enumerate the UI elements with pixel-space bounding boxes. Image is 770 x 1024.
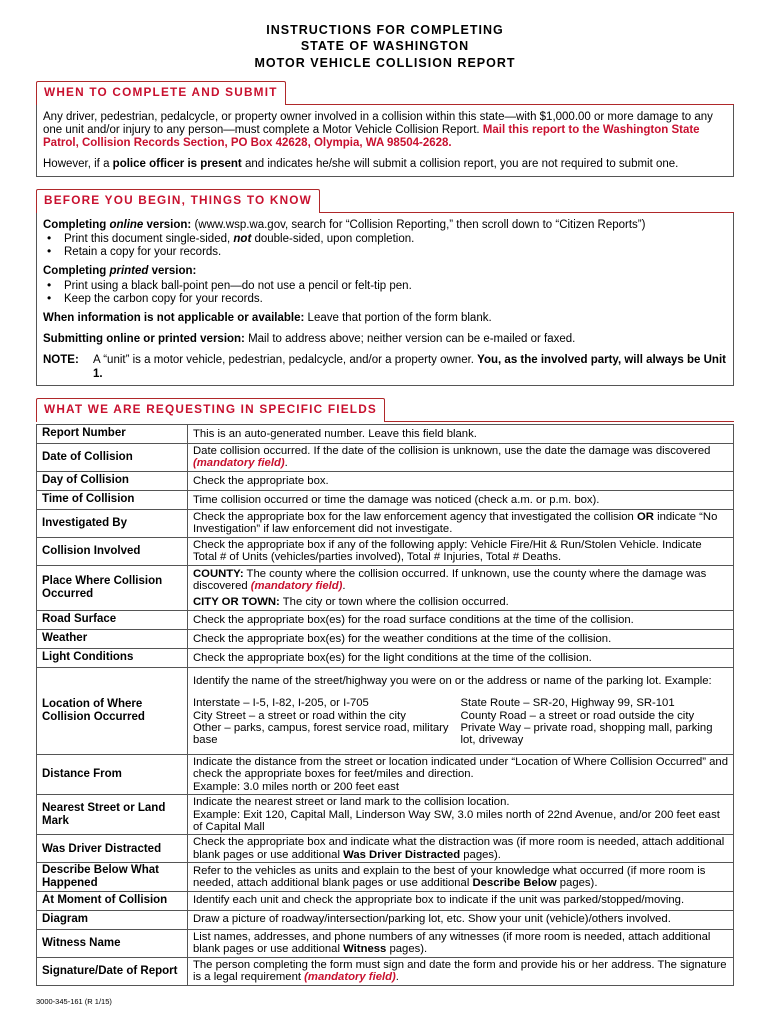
list-item: • Retain a copy for your records. [43,246,727,259]
field-label: Location of Where Collision Occurred [37,667,188,754]
list-item: • Print using a black ball-point pen—do not use a pencil or felt-tip pen. [43,280,727,293]
field-description: Identify each unit and check the appropriate box to indicate if the unit was parked/stopped/moving. [188,891,734,910]
table-row [37,891,734,910]
table-row [37,648,734,667]
field-label: Diagram [37,910,188,929]
field-description: Draw a picture of roadway/intersection/parking lot, etc. Show your unit (vehicle)/others involved. [188,910,734,929]
field-label: Place Where Collision Occurred [37,565,188,610]
table-row [37,424,734,443]
title-line-1: INSTRUCTIONS FOR COMPLETING [266,23,504,37]
table-row [37,537,734,565]
table-row [37,565,734,610]
online-list [43,233,727,259]
list-item: • Print this document single-sided, not double-sided, upon completion. [43,233,727,246]
title-line-3: MOTOR VEHICLE COLLISION REPORT [254,55,516,70]
field-description: Refer to the vehicles as units and explain to the best of your knowledge what occurred (if more room is needed, attach additional blank pages or use additional Describe Below pages). [188,863,734,891]
table-row [37,835,734,863]
when-paragraph-2 [43,158,727,171]
section-when-title: WHEN TO COMPLETE AND SUBMIT [36,81,286,105]
field-description: Check the appropriate box if any of the following apply: Vehicle Fire/Hit & Run/Stolen Vehicle. Indicate Total # of Units (vehicles/parties involved), Total # Injuries, Total # Deaths. [188,537,734,565]
field-description: Check the appropriate box. [188,471,734,490]
field-label: Road Surface [37,610,188,629]
field-description: Check the appropriate box(es) for the weather conditions at the time of the collision. [188,629,734,648]
field-label: Witness Name [37,929,188,957]
field-label: Nearest Street or Land Mark [37,795,188,835]
field-description: Check the appropriate box and indicate what the distraction was (if more room is needed, attach additional blank pages or use additional Was Driver Distracted pages). [188,835,734,863]
section-fields-title: WHAT WE ARE REQUESTING IN SPECIFIC FIELDS [36,398,385,422]
field-description: Indicate the distance from the street or location indicated under “Location of Where Collision Occurred” and check the appropriate boxes for feet/miles and direction. Example: 3.0 miles north or 200 feet east [188,754,734,794]
list-item: • Keep the carbon copy for your records. [43,293,727,306]
field-description: COUNTY: The county where the collision occurred. If unknown, use the county where the damage was discovered (mandatory field). CITY OR TOWN: The city or town where the collision occurred. [188,565,734,610]
field-description: Time collision occurred or time the damage was noticed (check a.m. or p.m. box). [188,490,734,509]
online-text: (www.wsp.wa.gov, search for “Collision Reporting,” then scroll down to “Citizen Reports”) [191,218,646,231]
table-row [37,957,734,985]
table-row [37,610,734,629]
field-label: Was Driver Distracted [37,835,188,863]
field-description: Check the appropriate box(es) for the light conditions at the time of the collision. [188,648,734,667]
field-description: Date collision occurred. If the date of the collision is unknown, use the date the damage was discovered (mandatory field). [188,443,734,471]
submitting-info: Submitting online or printed version: Mail to address above; neither version can be e-mailed or faxed. [43,333,576,346]
document-page [36,22,734,986]
title-line-2: STATE OF WASHINGTON [300,39,470,54]
table-row [37,471,734,490]
form-number: 3000-345-161 (R 1/15) [36,997,112,1006]
field-description: List names, addresses, and phone numbers of any witnesses (if more room is needed, attach additional blank pages or use additional Witness pages). [188,929,734,957]
table-row [37,509,734,537]
field-label: Investigated By [37,509,188,537]
table-row [37,863,734,891]
table-row [37,667,734,754]
mailing-address: Mail this report to the Washington State Patrol, Collision Records Section, PO Box 42628, Olympia, WA 98504-2628. [43,123,700,150]
field-label: Light Conditions [37,648,188,667]
section-when-body [36,105,734,177]
field-description: The person completing the form must sign and date the form and provide his or her address. The signature is a legal requirement (mandatory field). [188,957,734,985]
page-title [36,22,734,71]
table-row [37,910,734,929]
field-description: Identify the name of the street/highway you were on or the address or name of the parking lot. Example: Interstate – I-5, I-82, I-205, or I-705 City Street – a street or road within the city Other – parks, campus, forest service road, military base State Route – SR-20, Highway 99, SR-101 County Road – a street or road outside the city Private Way – private road, shopping mall, parking lot, driveway [188,667,734,754]
when-text-2b: and indicates he/she will submit a collision report, you are not required to submit one. [241,158,679,171]
online-label: Completing online version: [43,218,192,231]
section-before-header [36,189,734,213]
note-text: A “unit” is a motor vehicle, pedestrian, pedalcycle, and/or a property owner. You, as the involved party, will always be Unit 1. [93,354,726,380]
printed-version [43,265,727,278]
section-fields-header [36,398,734,422]
table-row [37,795,734,835]
table-row [37,443,734,471]
when-paragraph-1 [43,111,727,151]
printed-list [43,280,727,306]
fields-table [36,424,734,986]
table-row [37,629,734,648]
when-text-2a: However, if a [43,158,113,171]
field-description: This is an auto-generated number. Leave this field blank. [188,424,734,443]
not-applicable-info: When information is not applicable or available: Leave that portion of the form blank. [43,311,492,324]
field-label: Weather [37,629,188,648]
field-label: At Moment of Collision [37,891,188,910]
location-examples-right: State Route – SR-20, Highway 99, SR-101 County Road – a street or road outside the city Private Way – private road, shopping mall, parking lot, driveway [460,697,713,747]
when-text-2-bold: police officer is present [112,158,242,171]
section-when-header [36,81,734,105]
field-label: Time of Collision [37,490,188,509]
note-label: NOTE: [43,354,79,367]
section-before-title: BEFORE YOU BEGIN, THINGS TO KNOW [36,189,320,213]
printed-label: Completing printed version: [43,265,197,278]
field-description: Check the appropriate box(es) for the road surface conditions at the time of the collision. [188,610,734,629]
table-row [37,929,734,957]
field-description: Indicate the nearest street or land mark to the collision location. Example: Exit 120, Capital Mall, Linderson Way SW, 3.0 miles north of 22nd Avenue, and/or 200 feet east of Capital Mall [188,795,734,835]
unit-note [43,354,727,380]
table-row [37,490,734,509]
when-text: Any driver, pedestrian, pedalcycle, or property owner involved in a collision within this state—with $1,000.00 or more damage to any one unit and/or injury to any person—must complete a Motor Vehicle Collision Report. [43,110,713,136]
table-row [37,754,734,794]
online-version [43,219,727,232]
field-label: Describe Below What Happened [37,863,188,891]
field-label: Report Number [37,424,188,443]
field-label: Date of Collision [37,443,188,471]
section-before-body [36,213,734,386]
field-label: Signature/Date of Report [37,957,188,985]
field-label: Collision Involved [37,537,188,565]
field-label: Day of Collision [37,471,188,490]
field-description: Check the appropriate box for the law enforcement agency that investigated the collision OR indicate “No Investigation” if law enforcement did not investigate. [188,509,734,537]
location-examples-left: Interstate – I-5, I-82, I-205, or I-705 City Street – a street or road within the city Other – parks, campus, forest service road, military base [193,697,449,747]
field-label: Distance From [37,754,188,794]
